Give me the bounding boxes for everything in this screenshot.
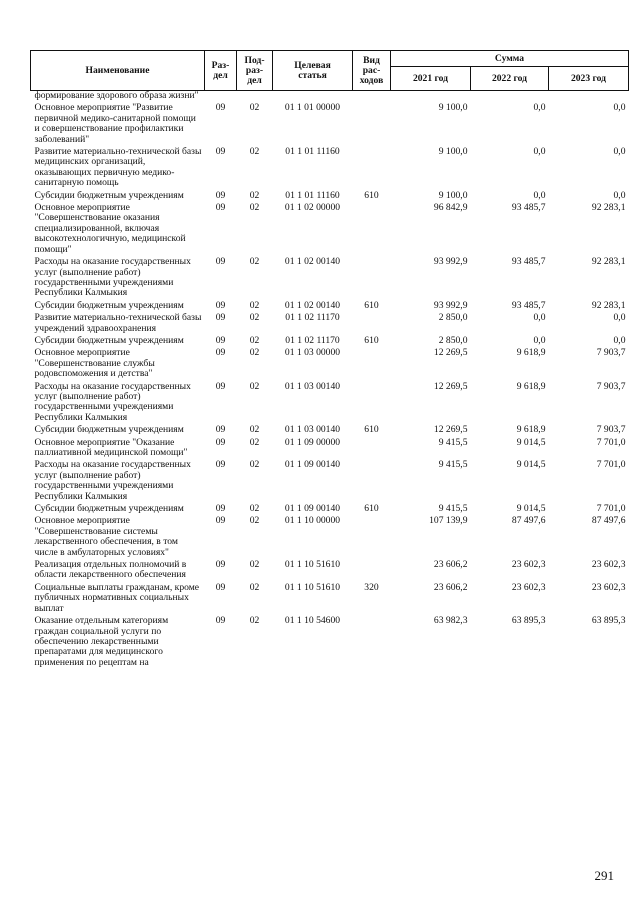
row-amount-2021: 107 139,9 (429, 515, 468, 527)
row-name: Субсидии бюджетным учреждениям (34, 189, 184, 201)
row-podrazdel: 02 (249, 503, 260, 515)
row-amount-2023: 23 602,3 (591, 581, 626, 593)
table-row (31, 201, 629, 255)
table-row (31, 423, 629, 435)
row-podrazdel: 02 (249, 189, 260, 201)
table-row (31, 380, 629, 424)
row-vid (353, 91, 391, 102)
row-amount-2022: 93 485,7 (511, 202, 546, 214)
row-vid (353, 346, 391, 379)
row-target: 01 1 09 00140 (284, 459, 341, 471)
table-row (31, 334, 629, 346)
row-amount-2022: 9 618,9 (516, 380, 546, 392)
row-vid (353, 614, 391, 668)
row-amount-2023: 0,0 (613, 189, 626, 201)
row-target: 01 1 09 00000 (284, 436, 341, 448)
row-amount-2023 (549, 91, 629, 102)
row-vid (353, 458, 391, 502)
row-razdel: 09 (215, 334, 226, 346)
row-amount-2022: 93 485,7 (511, 299, 546, 311)
row-razdel: 09 (215, 424, 226, 436)
row-podrazdel: 02 (249, 424, 260, 436)
table-row (31, 346, 629, 379)
row-razdel: 09 (215, 559, 226, 571)
row-target: 01 1 03 00140 (284, 380, 341, 392)
row-amount-2021: 9 415,5 (438, 436, 468, 448)
row-amount-2021: 93 992,9 (433, 256, 468, 268)
row-amount-2022: 0,0 (533, 102, 546, 114)
row-name: Развитие материально-технической базы медицинских организаций, оказывающих первичную медико-санитарную помощь (34, 146, 202, 189)
row-target: 01 1 01 11160 (285, 189, 340, 201)
row-amount-2021: 9 415,5 (438, 459, 468, 471)
row-target: 01 1 02 00140 (284, 256, 341, 268)
row-name: Основное мероприятие "Совершенствование оказания специализированной, включая высокотехнологичную, медицинской помощи" (34, 202, 186, 255)
row-vid: 610 (364, 299, 379, 311)
row-podrazdel: 02 (249, 581, 260, 593)
row-vid (353, 145, 391, 189)
row-podrazdel: 02 (249, 256, 260, 268)
table-row (31, 101, 629, 145)
row-name: Расходы на оказание государственных услуг (выполнение работ) государственными учреждениями Республики Калмыкия (34, 256, 191, 299)
header-2022: 2022 год (471, 67, 549, 91)
row-amount-2021: 9 100,0 (438, 189, 468, 201)
row-razdel: 09 (215, 102, 226, 114)
row-amount-2022: 23 602,3 (511, 559, 546, 571)
row-name: Реализация отдельных полномочий в области лекарственного обеспечения (34, 559, 187, 581)
row-amount-2021: 9 415,5 (438, 503, 468, 515)
row-amount-2022: 9 618,9 (516, 347, 546, 359)
row-amount-2022: 23 602,3 (511, 581, 546, 593)
budget-table-sheet (30, 50, 628, 668)
row-razdel: 09 (215, 436, 226, 448)
row-name: Расходы на оказание государственных услуг (выполнение работ) государственными учреждениями Республики Калмыкия (34, 459, 191, 502)
row-podrazdel: 02 (249, 102, 260, 114)
row-razdel: 09 (215, 299, 226, 311)
row-amount-2021 (391, 91, 471, 102)
header-name: Наименование (31, 51, 205, 91)
row-name: Субсидии бюджетным учреждениям (34, 424, 184, 436)
row-target: 01 1 10 51610 (284, 559, 341, 571)
row-target: 01 1 01 00000 (284, 102, 341, 114)
row-podrazdel: 02 (249, 334, 260, 346)
table-row (31, 91, 629, 102)
row-vid (353, 514, 391, 558)
table-row (31, 299, 629, 311)
header-razdel: Раз- дел (205, 51, 237, 91)
row-amount-2021: 63 982,3 (433, 615, 468, 627)
row-amount-2022: 0,0 (533, 334, 546, 346)
row-amount-2022: 87 497,6 (511, 515, 546, 527)
row-amount-2022: 93 485,7 (511, 256, 546, 268)
row-name: Субсидии бюджетным учреждениям (34, 503, 184, 515)
row-razdel: 09 (215, 459, 226, 471)
row-name: Основное мероприятие "Оказание паллиативной медицинской помощи" (34, 436, 188, 458)
row-amount-2021: 2 850,0 (438, 312, 468, 324)
row-name: Социальные выплаты гражданам, кроме публичных нормативных социальных выплат (34, 581, 200, 614)
row-target: 01 1 10 54600 (284, 615, 341, 627)
row-amount-2021: 96 842,9 (433, 202, 468, 214)
row-podrazdel: 02 (249, 615, 260, 627)
row-name: Субсидии бюджетным учреждениям (34, 299, 184, 311)
row-amount-2021: 12 269,5 (433, 424, 468, 436)
row-razdel: 09 (215, 347, 226, 359)
row-razdel: 09 (215, 202, 226, 214)
row-razdel: 09 (215, 581, 226, 593)
row-vid (353, 255, 391, 299)
row-podrazdel: 02 (249, 312, 260, 324)
row-amount-2023: 92 283,1 (591, 202, 626, 214)
row-razdel: 09 (215, 615, 226, 627)
row-target: 01 1 10 00000 (284, 515, 341, 527)
row-vid: 320 (364, 581, 379, 593)
row-podrazdel (237, 91, 273, 102)
row-amount-2023: 23 602,3 (591, 559, 626, 571)
table-row (31, 255, 629, 299)
table-row (31, 614, 629, 668)
row-target: 01 1 10 51610 (284, 581, 341, 593)
row-razdel: 09 (215, 256, 226, 268)
row-vid: 610 (364, 189, 379, 201)
row-vid (353, 101, 391, 145)
page-number: 291 (594, 868, 614, 883)
row-amount-2023: 7 701,0 (596, 436, 626, 448)
row-amount-2023: 7 701,0 (596, 459, 626, 471)
table-row (31, 189, 629, 201)
row-razdel: 09 (215, 380, 226, 392)
row-amount-2023: 0,0 (613, 312, 626, 324)
row-podrazdel: 02 (249, 515, 260, 527)
row-razdel: 09 (215, 312, 226, 324)
row-amount-2021: 12 269,5 (433, 380, 468, 392)
row-target: 01 1 01 11160 (285, 146, 340, 158)
row-vid: 610 (364, 334, 379, 346)
header-target: Целевая статья (273, 51, 353, 91)
row-amount-2021: 9 100,0 (438, 102, 468, 114)
row-name: формирование здорового образа жизни" (34, 90, 199, 101)
row-amount-2022: 9 014,5 (516, 459, 546, 471)
row-amount-2022: 63 895,3 (511, 615, 546, 627)
row-target: 01 1 09 00140 (284, 503, 341, 515)
row-amount-2022: 0,0 (533, 312, 546, 324)
row-vid (353, 311, 391, 334)
row-amount-2023: 0,0 (613, 102, 626, 114)
row-podrazdel: 02 (249, 436, 260, 448)
table-row (31, 558, 629, 581)
row-vid (353, 380, 391, 424)
row-amount-2022 (471, 91, 549, 102)
table-row (31, 502, 629, 514)
row-amount-2021: 9 100,0 (438, 146, 468, 158)
row-amount-2023: 63 895,3 (591, 615, 626, 627)
row-target: 01 1 02 00140 (284, 299, 341, 311)
row-podrazdel: 02 (249, 380, 260, 392)
row-amount-2023: 87 497,6 (591, 515, 626, 527)
table-row (31, 311, 629, 334)
header-sum: Сумма (391, 51, 629, 67)
row-razdel: 09 (215, 515, 226, 527)
table-row (31, 436, 629, 459)
row-razdel: 09 (215, 146, 226, 158)
row-name: Основное мероприятие "Развитие первичной медико-санитарной помощи и совершенствование профилактики заболеваний" (34, 102, 196, 145)
row-amount-2023: 92 283,1 (591, 299, 626, 311)
row-podrazdel: 02 (249, 559, 260, 571)
table-row (31, 581, 629, 614)
row-amount-2021: 23 606,2 (433, 581, 468, 593)
row-amount-2022: 9 014,5 (516, 436, 546, 448)
budget-table (30, 50, 629, 668)
row-amount-2023: 7 701,0 (596, 503, 626, 515)
row-name: Основное мероприятие "Совершенствование системы лекарственного обеспечения, в том числе в амбулаторных условиях" (34, 515, 178, 558)
row-name: Оказание отдельным категориям граждан социальной услуги по обеспечению лекарственными препаратами для медицинского применения по рецептам на (34, 615, 169, 668)
row-amount-2022: 0,0 (533, 189, 546, 201)
row-amount-2021: 23 606,2 (433, 559, 468, 571)
row-vid: 610 (364, 503, 379, 515)
row-podrazdel: 02 (249, 459, 260, 471)
row-vid (353, 201, 391, 255)
row-amount-2021: 12 269,5 (433, 347, 468, 359)
table-header (31, 51, 629, 91)
header-2021: 2021 год (391, 67, 471, 91)
row-podrazdel: 02 (249, 347, 260, 359)
row-target: 01 1 03 00140 (284, 424, 341, 436)
row-vid (353, 558, 391, 581)
row-amount-2023: 92 283,1 (591, 256, 626, 268)
row-name: Основное мероприятие "Совершенствование службы родовспоможения и детства" (34, 347, 155, 380)
row-podrazdel: 02 (249, 146, 260, 158)
row-target: 01 1 02 11170 (285, 334, 340, 346)
row-target: 01 1 02 11170 (285, 312, 340, 324)
row-target (273, 91, 353, 102)
row-amount-2023: 7 903,7 (596, 380, 626, 392)
header-vid: Вид рас- ходов (353, 51, 391, 91)
row-amount-2023: 7 903,7 (596, 424, 626, 436)
table-row (31, 514, 629, 558)
row-vid (353, 436, 391, 459)
row-razdel: 09 (215, 503, 226, 515)
row-podrazdel: 02 (249, 299, 260, 311)
row-razdel: 09 (215, 189, 226, 201)
header-podrazdel: Под- раз- дел (237, 51, 273, 91)
row-amount-2022: 9 014,5 (516, 503, 546, 515)
row-amount-2023: 0,0 (613, 334, 626, 346)
table-body (31, 91, 629, 669)
row-target: 01 1 03 00000 (284, 347, 341, 359)
header-2023: 2023 год (549, 67, 629, 91)
row-amount-2023: 7 903,7 (596, 347, 626, 359)
row-target: 01 1 02 00000 (284, 202, 341, 214)
row-name: Развитие материально-технической базы учреждений здравоохранения (34, 312, 202, 334)
row-amount-2022: 9 618,9 (516, 424, 546, 436)
row-amount-2022: 0,0 (533, 146, 546, 158)
row-razdel (205, 91, 237, 102)
row-amount-2021: 93 992,9 (433, 299, 468, 311)
row-name: Расходы на оказание государственных услуг (выполнение работ) государственными учреждениями Республики Калмыкия (34, 380, 191, 423)
row-name: Субсидии бюджетным учреждениям (34, 334, 184, 346)
row-vid: 610 (364, 424, 379, 436)
table-row (31, 458, 629, 502)
row-amount-2023: 0,0 (613, 146, 626, 158)
table-row (31, 145, 629, 189)
row-amount-2021: 2 850,0 (438, 334, 468, 346)
row-podrazdel: 02 (249, 202, 260, 214)
